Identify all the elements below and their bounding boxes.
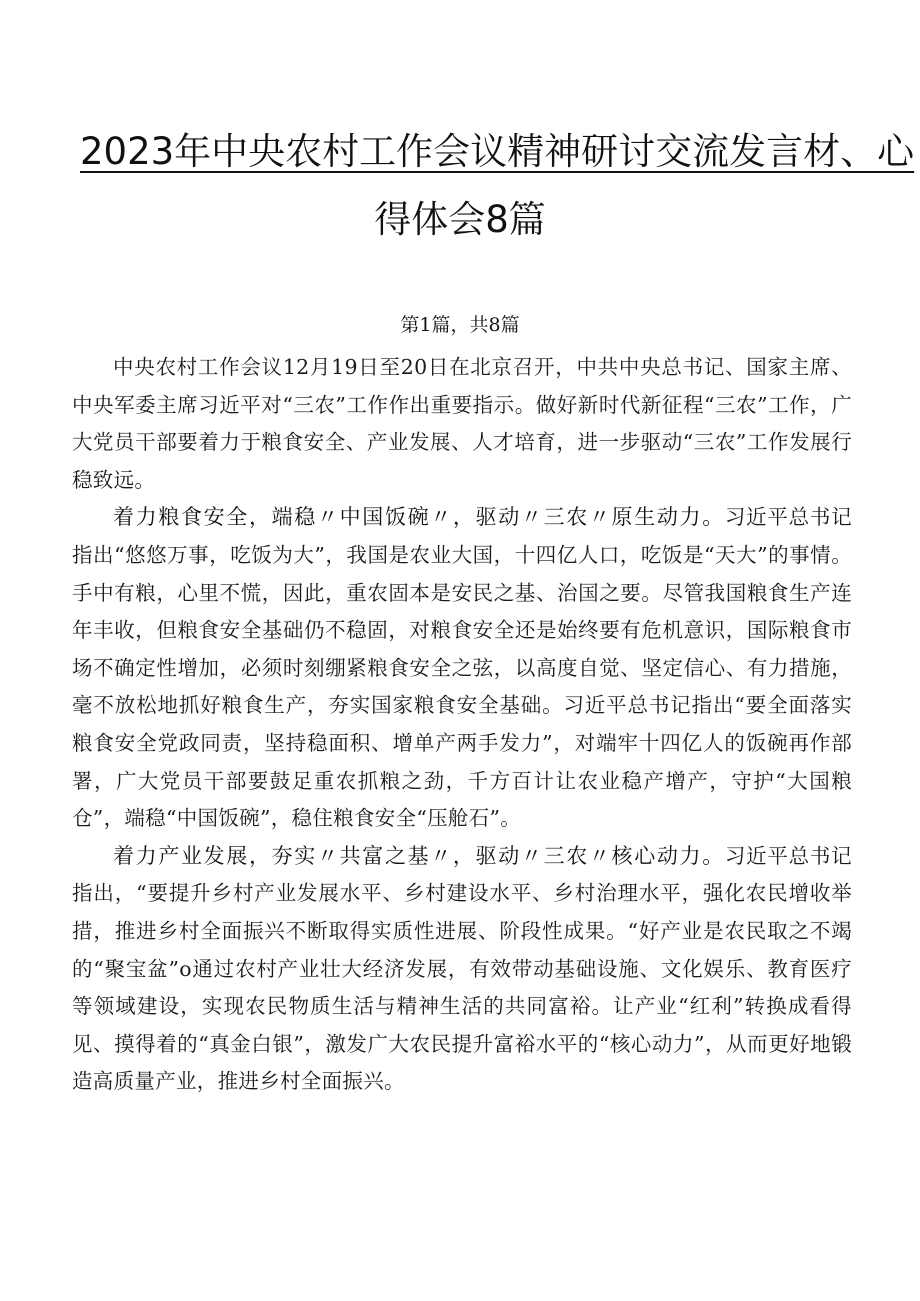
paragraph-lead: 着力产业发展，夯实〃共富之基〃，驱动〃三农〃核心动力。	[113, 843, 725, 868]
paragraph-food-security	[72, 499, 852, 837]
paragraph-industry-development	[72, 838, 852, 1101]
paragraph-text: 习近平总书记指出，“要提升乡村产业发展水平、乡村建设水平、乡村治理水平，强化农民增收举措，推进乡村全面振兴不断取得实质性进展、阶段性成果。“好产业是农民取之不竭的“聚宝盆”o通过农村产业壮大经济发展，有效带动基础设施、文化娱乐、教育医疗等领域建设，实现农民物质生活与精神生活的共同富裕。让产业“红利”转换成看得见、摸得着的“真金白银”，激发广大农民提升富裕水平的“核心动力”，从而更好地锻造高质量产业，推进乡村全面振兴。	[72, 843, 852, 1094]
title-line-2: 得体会8篇	[374, 198, 546, 241]
document-body	[72, 349, 852, 1101]
document-subtitle: 第1篇，共8篇	[400, 314, 520, 336]
paragraph-text: 中央农村工作会议12月19日至20日在北京召开，中共中央总书记、国家主席、中央军委主席习近平对“三农”工作作出重要指示。做好新时代新征程“三农”工作，广大党员干部要着力于粮食安全、产业发展、人才培育，进一步驱动“三农”工作发展行稳致远。	[72, 355, 852, 492]
paragraph-intro	[72, 349, 852, 499]
paragraph-lead: 着力粮食安全，端稳〃中国饭碗〃，驱动〃三农〃原生动力。	[113, 505, 725, 530]
paragraph-text: 习近平总书记指出“悠悠万事，吃饭为大”，我国是农业大国，十四亿人口，吃饭是“天大”的事情。手中有粮，心里不慌，因此，重农固本是安民之基、治国之要。尽管我国粮食生产连年丰收，但粮食安全基础仍不稳固，对粮食安全还是始终要有危机意识，国际粮食市场不确定性增加，必须时刻绷紧粮食安全之弦，以高度自觉、坚定信心、有力措施，毫不放松地抓好粮食生产，夯实国家粮食安全基础。习近平总书记指出“要全面落实粮食安全党政同责，坚持稳面积、增单产两手发力”，对端牢十四亿人的饭碗再作部署，广大党员干部要鼓足重农抓粮之劲，千方百计让农业稳产增产，守护“大国粮仓”，端稳“中国饭碗”，稳住粮食安全“压舱石”。	[72, 505, 852, 831]
title-line-1: 2023年中央农村工作会议精神研讨交流发言材、心	[80, 130, 915, 173]
document-title	[80, 118, 915, 254]
